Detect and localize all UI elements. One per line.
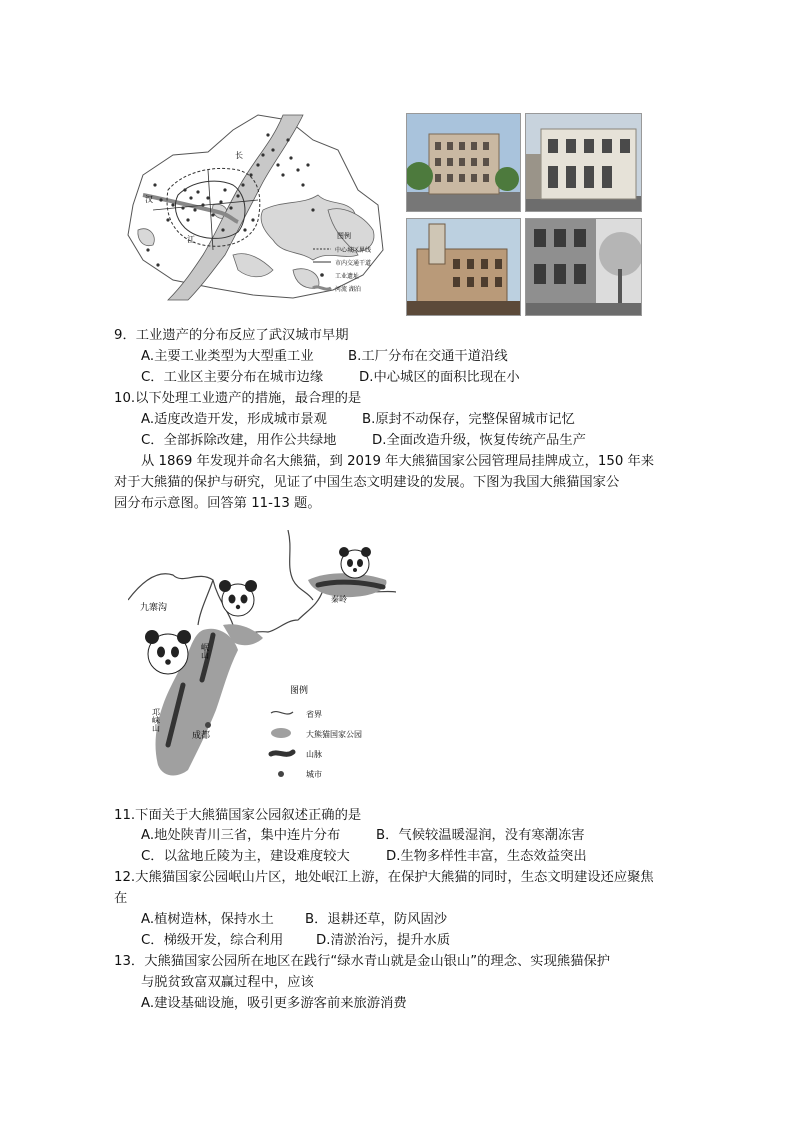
question-11-option-c[interactable]: C．以盆地丘陵为主，建设难度较大 (141, 849, 350, 864)
map1-legend-item: 河流 湖泊 (335, 286, 361, 293)
photo-top-right (525, 113, 642, 212)
question-12-option-c[interactable]: C．梯级开发，综合利用 (141, 933, 284, 948)
panda-park-map (128, 530, 396, 790)
map1-legend-item: 工业遗址 (335, 273, 360, 280)
passage-line: 对于大熊猫的保护与研究，见证了中国生态文明建设的发展。下图为我国大熊猫国家公 (114, 475, 620, 490)
question-13-option-a[interactable]: A.建设基础设施，吸引更多游客前来旅游消费 (141, 996, 407, 1011)
question-9-option-b[interactable]: B.工厂分布在交通干道沿线 (348, 349, 508, 364)
map1-legend-title: 图例 (337, 232, 351, 240)
question-11-option-b[interactable]: B．气候较温暖湿润，没有寒潮冻害 (376, 828, 585, 843)
passage-line: 从 1869 年发现并命名大熊猫，到 2019 年大熊猫国家公园管理局挂牌成立，150 年来 (141, 454, 655, 469)
map1-label-chang: 长 (235, 151, 243, 160)
photo-top-left (406, 113, 521, 212)
map2-label-chengdu: 成都 (192, 731, 211, 741)
map2-legend-item: 省界 (306, 710, 322, 719)
map2-label-qinling: 秦岭 (331, 595, 347, 604)
question-13-stem-cont: 与脱贫致富双赢过程中，应该 (141, 975, 314, 990)
map2-legend-item: 大熊猫国家公园 (306, 730, 362, 739)
map2-label-qionglai: 邛崃山 (151, 708, 161, 732)
passage-line: 园分布示意图。回答第 11-13 题。 (114, 496, 321, 511)
question-11-option-a[interactable]: A.地处陕青川三省，集中连片分布 (141, 828, 341, 843)
question-12-option-b[interactable]: B．退耕还草，防风固沙 (305, 912, 448, 927)
panda-icon (219, 580, 257, 616)
photo-bottom-right (525, 218, 642, 316)
question-9-option-a[interactable]: A.主要工业类型为大型重工业 (141, 349, 314, 364)
question-10-option-c[interactable]: C．全部拆除改建，用作公共绿地 (141, 433, 337, 448)
question-13-stem: 13．大熊猫国家公园所在地区在践行“绿水青山就是金山银山”的理念、实现熊猫保护 (114, 954, 611, 969)
question-10-option-a[interactable]: A.适度改造开发，形成城市景观 (141, 412, 327, 427)
map2-legend-title: 图例 (290, 686, 309, 696)
map1-label-han: 汉 (145, 195, 153, 204)
question-11-option-d[interactable]: D.生物多样性丰富，生态效益突出 (386, 849, 587, 864)
map1-legend-item: 市内交通干道 (335, 260, 372, 267)
question-10-option-b[interactable]: B.原封不动保存，完整保留城市记忆 (362, 412, 575, 427)
map1-legend-item: 中心城区界线 (335, 247, 372, 254)
map2-legend-item: 山脉 (306, 750, 322, 759)
question-12-stem-cont: 在 (114, 891, 128, 906)
photo-bottom-left (406, 218, 521, 316)
question-9-option-d[interactable]: D.中心城区的面积比现在小 (359, 370, 520, 385)
question-10-option-d[interactable]: D.全面改造升级，恢复传统产品生产 (372, 433, 586, 448)
question-12-option-d[interactable]: D.清淤治污，提升水质 (316, 933, 451, 948)
wuhan-industrial-map (113, 110, 398, 303)
map2-label-minshan: 岷山 (200, 643, 210, 659)
map2-label-jiuzhaigou: 九寨沟 (140, 603, 168, 613)
question-12-stem: 12.大熊猫国家公园岷山片区，地处岷江上游，在保护大熊猫的同时，生态文明建设还应聚焦 (114, 870, 654, 885)
question-9-option-c[interactable]: C．工业区主要分布在城市边缘 (141, 370, 324, 385)
question-10-stem: 10.以下处理工业遗产的措施，最合理的是 (114, 391, 362, 406)
question-11-stem: 11.下面关于大熊猫国家公园叙述正确的是 (114, 808, 362, 823)
map2-legend-item: 城市 (306, 770, 322, 779)
map1-label-jiang: 江 (187, 235, 195, 244)
question-9-stem: 9．工业遗产的分布反应了武汉城市早期 (114, 328, 349, 343)
question-12-option-a[interactable]: A.植树造林，保持水土 (141, 912, 274, 927)
